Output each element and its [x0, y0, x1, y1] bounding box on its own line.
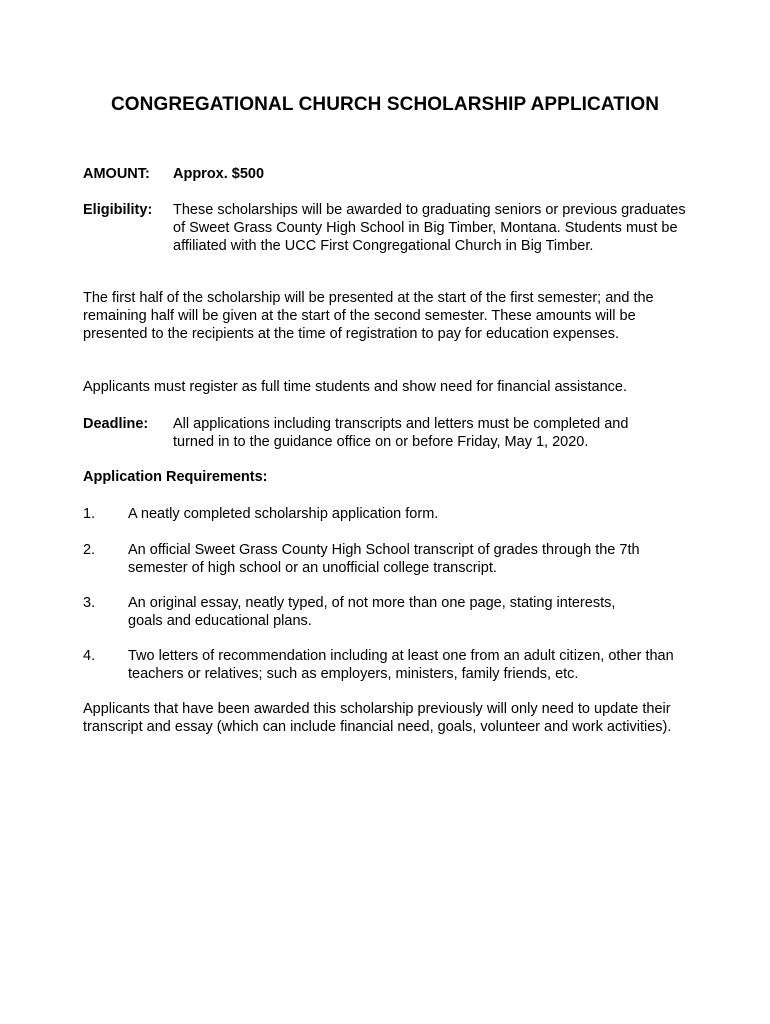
requirement-text: An official Sweet Grass County High School transcript of grades through the 7th semester of high school or an unofficial college transcript.: [128, 542, 640, 576]
requirement-number: 4.: [83, 648, 96, 664]
requirement-text: Two letters of recommendation including at least one from an adult citizen, other than teachers or relatives; such as employers, ministers, family friends, etc.: [128, 648, 674, 682]
requirement-number: 3.: [83, 595, 96, 611]
deadline-text: All applications including transcripts and letters must be completed and turned in to the guidance office on or before Friday, May 1, 2020.: [173, 416, 629, 450]
requirement-text: An original essay, neatly typed, of not more than one page, stating interests, goals and educational plans.: [128, 595, 616, 629]
eligibility-label: Eligibility:: [83, 202, 153, 218]
requirement-text: A neatly completed scholarship application form.: [128, 506, 439, 522]
amount-label: AMOUNT:: [83, 166, 150, 182]
requirement-number: 2.: [83, 542, 96, 558]
requirement-number: 1.: [83, 506, 96, 522]
eligibility-text: These scholarships will be awarded to graduating seniors or previous graduates of Sweet Grass County High School in Big Timber, Montana. Students must be affiliated with the UCC First Congregational Church in Big Timber.: [173, 202, 686, 254]
requirements-heading: Application Requirements:: [83, 469, 268, 485]
document-title: CONGREGATIONAL CHURCH SCHOLARSHIP APPLICATION: [110, 94, 660, 115]
register-paragraph: Applicants must register as full time students and show need for financial assistance.: [83, 379, 628, 395]
payment-paragraph: The first half of the scholarship will be presented at the start of the first semester; and the remaining half will be given at the start of the second semester. These amounts will be presented to the recipients at the time of registration to pay for education expenses.: [83, 290, 654, 342]
deadline-label: Deadline:: [83, 416, 149, 432]
amount-value: Approx. $500: [173, 166, 265, 182]
closing-paragraph: Applicants that have been awarded this scholarship previously will only need to update their transcript and essay (which can include financial need, goals, volunteer and work activities).: [83, 701, 672, 735]
